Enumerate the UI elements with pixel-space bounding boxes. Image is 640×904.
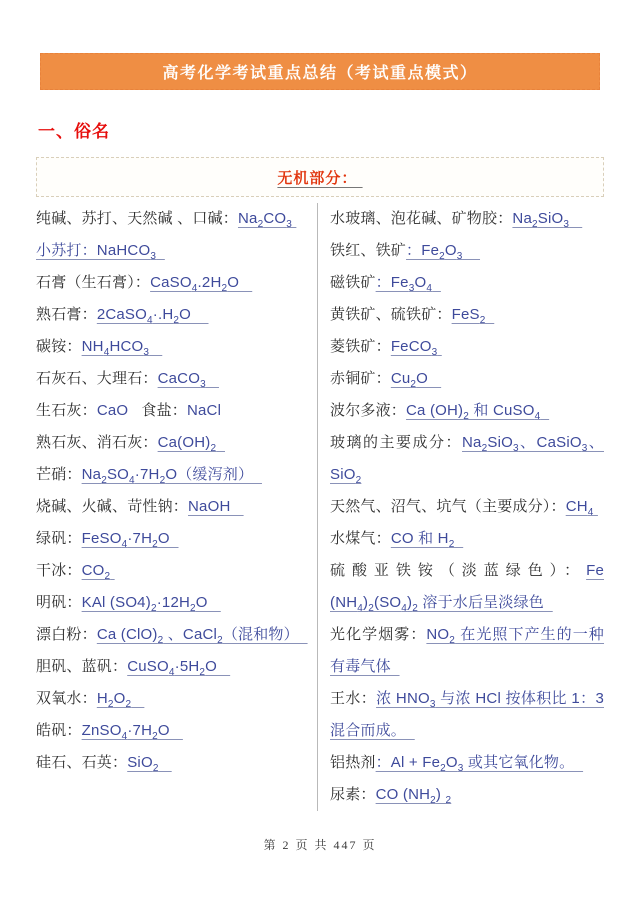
entry-label: 铝热剂 [330, 754, 376, 771]
entry-row [36, 747, 309, 779]
entry-value: 小苏打：NaHCO$_3$ [36, 242, 157, 262]
entry-label: 水煤气： [330, 530, 391, 547]
entry-label: 熟石灰、消石灰： [36, 434, 158, 451]
entry-row [330, 363, 604, 395]
entry-value: FeS$_2$ [451, 306, 486, 326]
column-left [36, 203, 318, 811]
entry-label: 芒硝： [36, 466, 82, 483]
entry-label: 天然气、沼气、坑气（主要成分）： [330, 498, 566, 515]
subsection-box [36, 157, 604, 197]
entry-label: 光化学烟雾： [330, 626, 427, 643]
entry-label: 绿矾： [36, 530, 82, 547]
entry-label: 食盐： [128, 402, 187, 419]
entry-label: 硫酸亚铁铵（淡蓝绿色）： [330, 562, 587, 579]
entry-label: 菱铁矿： [330, 338, 391, 355]
entry-label: 干冰： [36, 562, 82, 579]
entry-row [330, 523, 604, 555]
entry-value: $Cu_2O$ [390, 370, 442, 390]
entry-label: 硅石、石英： [36, 754, 128, 771]
entry-value: $Ca(OH)_2$ [157, 434, 217, 454]
entry-row [36, 523, 309, 555]
banner-title: 高考化学考试重点总结（考试重点模式） [162, 65, 478, 82]
entry-value: Fe $(NH_4)_2(SO_4)_2$ 溶于水后呈淡绿色 [330, 562, 604, 614]
entry-row [330, 747, 604, 779]
entry-label: 王水： [330, 690, 377, 707]
entry-label: 烧碱、火碱、苛性钠： [36, 498, 189, 515]
entry-label: 胆矾、蓝矾： [36, 658, 128, 675]
entry-row [36, 651, 309, 683]
section-heading: 一、俗名 [38, 122, 110, 141]
entry-value: $H_2O_2$ [96, 690, 132, 710]
entry-value: $CaSO_4.2H_2O$ [150, 274, 253, 294]
entry-row [36, 235, 309, 267]
entry-row [330, 235, 604, 267]
entry-row [36, 267, 309, 299]
entry-value: $2CaSO_4\cdot.H_2O$ [96, 306, 209, 326]
entry-row [36, 363, 309, 395]
entry-row [36, 331, 309, 363]
entry-row [36, 715, 309, 747]
entry-row [330, 619, 604, 683]
entry-value: SiO$_2$ [127, 754, 159, 774]
entry-value: $FeSO_4\cdot 7H_2O$ [81, 530, 179, 550]
entry-value: $Na_2CO_3$ [237, 210, 292, 230]
entry-value: CO 和 $H_2$ [390, 530, 455, 550]
entry-value: $ZnSO_4\cdot 7H_2O$ [81, 722, 183, 742]
entry-label: 纯碱、苏打、天然碱 、口碱： [36, 210, 238, 227]
entry-label: 明矾： [36, 594, 82, 611]
entry-row [330, 491, 604, 523]
entry-label: 双氧水： [36, 690, 97, 707]
entry-value: FeCO$_3$ [390, 338, 438, 358]
entry-value: ：$Fe_3O_4$ [375, 274, 433, 294]
entry-row [36, 619, 309, 651]
entry-value: $NO_2$ 在光照下产生的一种有毒气体 [330, 626, 605, 675]
entry-label: 铁红、铁矿 [330, 242, 407, 259]
entry-value: $Na_2SO_4\cdot 7H_2O$（缓泻剂） [81, 466, 262, 486]
entry-label: 生石灰： [36, 402, 97, 419]
entry-value: NaOH [188, 498, 244, 515]
page-footer: 第 2 页 共 447 页 [263, 838, 377, 852]
entry-plain: CaO [96, 402, 129, 419]
entry-row [36, 459, 309, 491]
entry-row [36, 683, 309, 715]
subsection-title: 无机部分： [277, 169, 363, 187]
entry-row [330, 779, 604, 811]
entry-value: $CH_4$ [565, 498, 594, 518]
entry-value: ：$Fe_2O_3$ [406, 242, 463, 262]
entry-value: $Na_2SiO_3$ [512, 210, 570, 230]
entry-row [330, 203, 604, 235]
entry-value: Ca $(ClO)_2$ 、CaCl$_2$（混和物） [96, 626, 308, 646]
entry-label: 漂白粉： [36, 626, 97, 643]
entry-plain: NaCl [186, 402, 222, 419]
entry-value: Ca $(OH)_2$ 和 CuSO$_4$ [406, 402, 541, 422]
entry-value: CO $(NH_2)$ $_2$ [375, 786, 452, 806]
entry-row [36, 491, 309, 523]
entry-row [330, 395, 604, 427]
entry-row [36, 587, 309, 619]
entry-value: $CuSO_4\cdot 5H_2O$ [127, 658, 231, 678]
entry-row [36, 203, 309, 235]
entry-label: 水玻璃、泡花碱、矿物胶： [330, 210, 513, 227]
entry-row [36, 299, 309, 331]
entry-label: 赤铜矿： [330, 370, 391, 387]
entry-value: $NH_4HCO_3$ [81, 338, 150, 358]
entry-label: 石灰石、大理石： [36, 370, 158, 387]
title-banner [40, 53, 600, 90]
entry-label: 碳铵： [36, 338, 82, 355]
entry-row [330, 427, 604, 491]
entry-label: 石膏（生石膏）： [36, 274, 151, 291]
entry-value: $Na_2SiO_3$、CaSiO$_3$、SiO$_2$ [330, 434, 604, 486]
entry-value: 浓 $HNO_3$ 与浓 HCl 按体积比 1：3 混合而成。 [330, 690, 604, 739]
entry-label: 波尔多液： [330, 402, 407, 419]
entry-value: CaCO$_3$ [157, 370, 206, 390]
entry-row [36, 427, 309, 459]
entry-row [330, 683, 604, 747]
column-right [318, 203, 604, 811]
entry-label: 熟石膏： [36, 306, 97, 323]
entries-grid [36, 203, 604, 811]
entry-value: $CO_2$ [81, 562, 111, 582]
entry-row [330, 331, 604, 363]
entry-label: 玻璃的主要成分： [330, 434, 463, 451]
entry-row [36, 555, 309, 587]
entry-label: 尿素： [330, 786, 376, 803]
entry-row [330, 267, 604, 299]
entry-label: 皓矾： [36, 722, 82, 739]
entry-row [330, 299, 604, 331]
entry-row [330, 555, 604, 619]
entry-label: 黄铁矿、硫铁矿： [330, 306, 452, 323]
entry-row [36, 395, 309, 427]
entry-value: ：$Al + Fe_2O_3$ 或其它氧化物。 [375, 754, 584, 774]
entry-value: KAl $(SO4)_2\cdot 12H_2O$ [81, 594, 221, 614]
entry-label: 磁铁矿 [330, 274, 376, 291]
